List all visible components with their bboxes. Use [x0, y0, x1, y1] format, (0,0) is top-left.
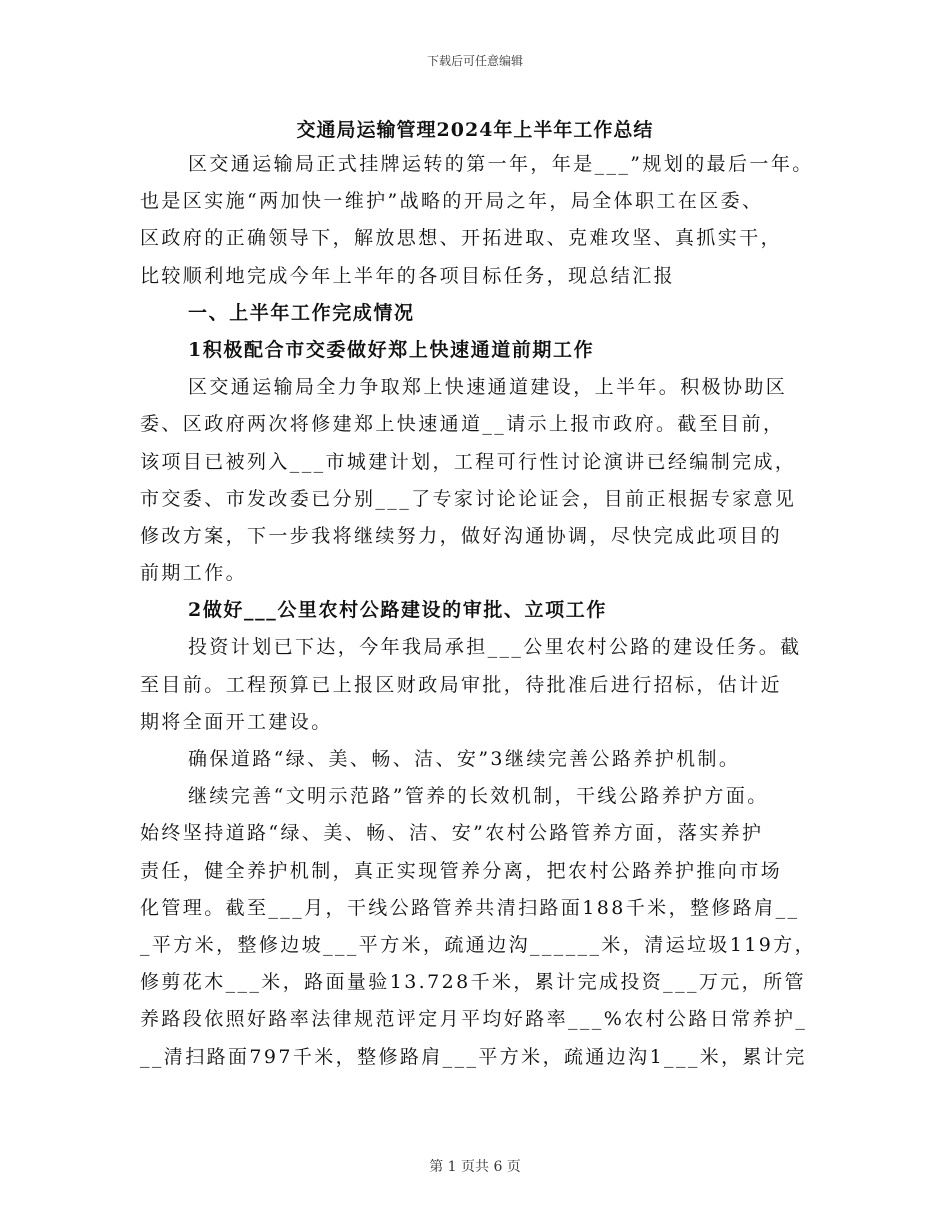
section-heading-line: 1积极配合市交委做好郑上快速通道前期工作: [188, 338, 595, 361]
paragraph-line: 至目前。工程预算已上报区财政局审批，待批准后进行招标，估计近: [140, 673, 783, 696]
paragraph-line: 修剪花木___米，路面量验13.728千米，累计完成投资___万元，所管: [140, 971, 806, 994]
paragraph-line: 区交通运输局全力争取郑上快速通道建设，上半年。积极协助区: [188, 376, 788, 399]
paragraph-line: 区政府的正确领导下，解放思想、开拓进取、克难攻坚、真抓实干，: [140, 227, 783, 250]
paragraph-line: 始终坚持道路“绿、美、畅、洁、安”农村公路管养方面，落实养护: [140, 822, 764, 845]
paragraph-line: 委、区政府两次将修建郑上快速通道__请示上报市政府。截至目前，: [140, 413, 785, 436]
paragraph-line: 也是区实施“两加快一维护”战略的开局之年，局全体职工在区委、: [140, 190, 764, 213]
document-title: 交通局运输管理2024年上半年工作总结: [296, 119, 654, 141]
paragraph-line: 养路段依照好路率法律规范评定月平均好路率___%农村公路日常养护_: [140, 1008, 808, 1031]
paragraph-line: 投资计划已下达，今年我局承担___公里农村公路的建设任务。截: [188, 636, 802, 659]
paragraph-line: 区交通运输局正式挂牌运转的第一年，年是___”规划的最后一年。: [188, 153, 814, 175]
paragraph-line: 前期工作。: [140, 562, 248, 585]
paragraph-line: 期将全面开工建设。: [140, 710, 333, 733]
section-heading-line: 2做好___公里农村公路建设的审批、立项工作: [188, 599, 607, 622]
paragraph-line: 比较顺利地完成今年上半年的各项目标任务，现总结汇报: [140, 264, 676, 287]
paragraph-line: 继续完善“文明示范路”管养的长效机制，干线公路养护方面。: [188, 785, 769, 808]
paragraph-line: 确保道路“绿、美、畅、洁、安”3继续完善公路养护机制。: [188, 748, 741, 770]
paragraph-line: 修改方案，下一步我将继续努力，做好沟通协调，尽快完成此项目的: [140, 524, 783, 547]
paragraph-line: __清扫路面797千米，整修路肩___平方米，疏通边沟1___米，累计完: [140, 1045, 807, 1068]
page-header-note: 下载后可任意编辑: [426, 54, 523, 68]
paragraph-line: 化管理。截至___月，干线公路管养共清扫路面188千米，整修路肩__: [140, 896, 800, 919]
page-number-footer: 第 1 页共 6 页: [429, 1159, 521, 1175]
paragraph-line: 市交委、市发改委已分别___了专家讨论论证会，目前正根据专家意见: [140, 487, 797, 510]
paragraph-line: 责任，健全养护机制，真正实现管养分离，把农村公路养护推向市场: [140, 859, 783, 882]
document-body: [140, 146, 820, 1076]
section-heading-line: 一、上半年工作完成情况: [188, 301, 415, 324]
paragraph-line: 该项目已被列入___市城建计划，工程可行性讨论演讲已经编制完成，: [140, 450, 797, 473]
paragraph-line: _平方米，整修边坡___平方米，疏通边沟______米，清运垃圾119方，: [140, 933, 817, 956]
